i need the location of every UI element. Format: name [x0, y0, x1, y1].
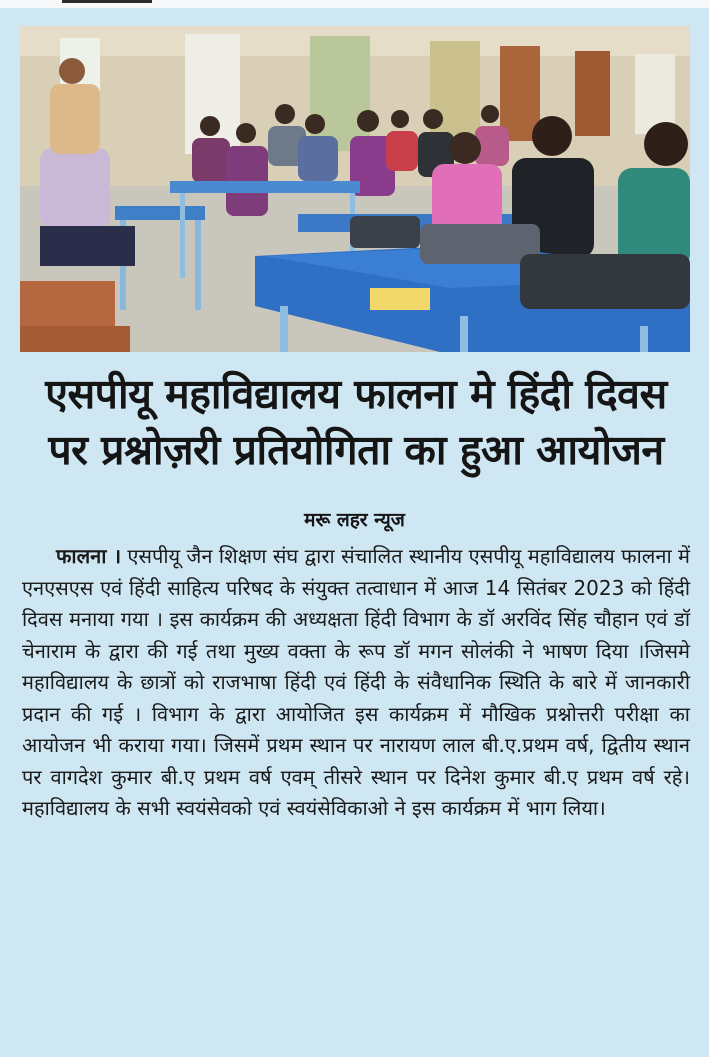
dateline: फालना ।: [56, 544, 122, 568]
article-body: [22, 541, 690, 825]
top-mark: [62, 0, 152, 3]
headline: [18, 366, 694, 478]
classroom-photo: [20, 26, 690, 352]
byline: मरू लहर न्यूज: [304, 509, 405, 531]
body-text: एसपीयू जैन शिक्षण संघ द्वारा संचालित स्थानीय एसपीयू महाविद्यालय फालना में एनएसएस एवं हिंदी साहित्य परिषद के संयुक्त तत्वाधान में आज 14 सितंबर 2023 को हिंदी दिवस मनाया गया । इस कार्यक्रम की अध्यक्षता हिंदी विभाग के डॉ अरविंद सिंह चौहान एवं डॉ चेनाराम के द्वारा की गई तथा मुख्य वक्ता के रूप डॉ मगन सोलंकी ने भाषण दिया ।जिसमे महाविद्यालय के छात्रों को राजभाषा हिंदी एवं हिंदी के संवैधानिक स्थिति के बारे में जानकारी प्रदान की गई । विभाग के द्वारा आयोजित इस कार्यक्रम में मौखिक प्रश्नोत्तरी परीक्षा का आयोजन भी कराया गया। जिसमें प्रथम स्थान पर नारायण लाल बी.ए.प्रथम वर्ष, द्वितीय स्थान पर वागदेश कुमार बी.ए प्रथम वर्ष एवम् तीसरे स्थान पर दिनेश कुमार बी.ए प्रथम वर्ष रहे। महाविद्यालय के सभी स्वयंसेवको एवं स्वयंसेविकाओ ने इस कार्यक्रम में भाग लिया।: [22, 544, 690, 820]
headline-line-1: एसपीयू महाविद्यालय फालना मे हिंदी दिवस: [45, 370, 667, 418]
top-strip: [0, 0, 709, 8]
headline-line-2: पर प्रश्नोज़री प्रतियोगिता का हुआ आयोजन: [48, 426, 664, 474]
